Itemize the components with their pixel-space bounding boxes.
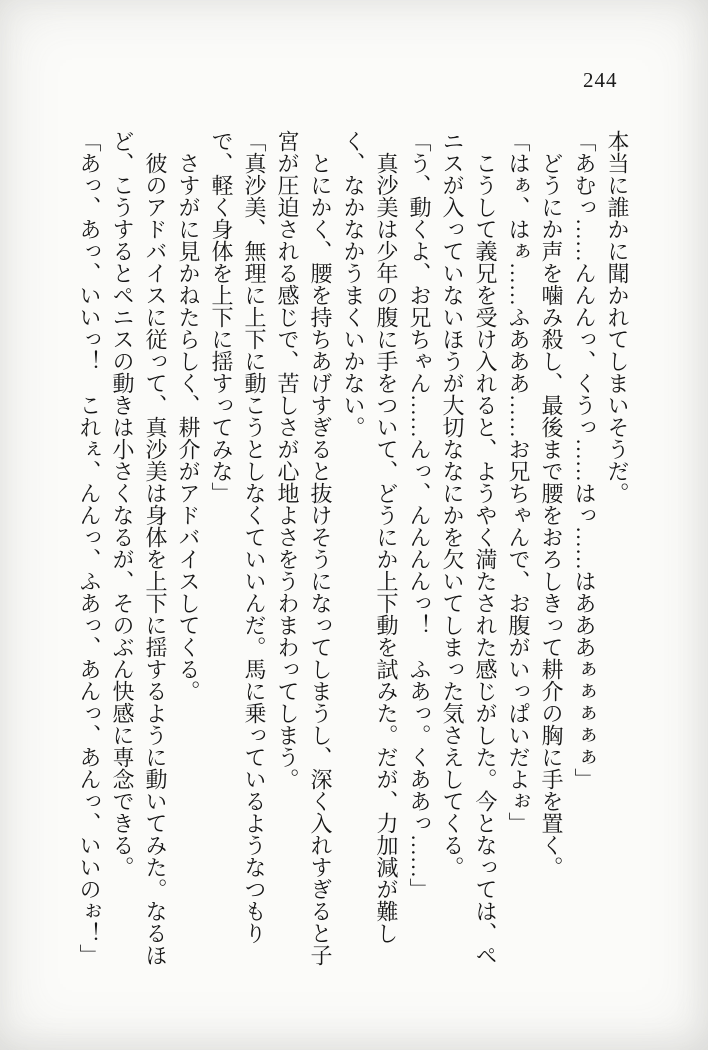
paragraph: 「あっ、あっ、いいっ！ これぇ、んんっ、ふあっ、あんっ、あんっ、いいのぉ！」 (77, 130, 102, 966)
paragraph: 彼のアドバイスに従って、真沙美は身体を上下に揺するように動いてみた。なるほど、こうするとペニスの動きは小さくなるが、そのぶん快感に専念できる。 (110, 130, 168, 966)
paragraph: こうして義兄を受け入れると、ようやく満たされた感じがした。今となっては、ペニスが入っていないほうが大切ななにかを欠いてしまった気さえしてくる。 (440, 130, 498, 966)
paragraph: 「あむっ……んんんっ、くうっ……はっ……はあああぁぁぁぁぁ」 (572, 130, 597, 790)
paragraph: 「はぁ、はぁ……ふあああ……お兄ちゃんで、お腹がいっぱいだよぉ」 (506, 130, 531, 834)
paragraph: どうにか声を噛み殺し、最後まで腰をおろしきって耕介の胸に手を置く。 (539, 130, 564, 878)
paragraph: 「真沙美、無理に上下に動こうとしなくていいんだ。馬に乗っているようなつもりで、軽く身体を上下に揺すってみな」 (209, 130, 267, 944)
vertical-text-block (72, 130, 634, 970)
page-number: 244 (583, 68, 618, 92)
paragraph: とにかく、腰を持ちあげすぎると抜けそうになってしまうし、深く入れすぎると子宮が圧迫される感じで、苦しさが心地よさをうわまわってしまう。 (275, 130, 333, 966)
paragraph: 本当に誰かに聞かれてしまいそうだ。 (605, 130, 630, 504)
paragraph: 真沙美は少年の腹に手をついて、どうにか上下動を試みた。だが、力加減が難しく、なかなかうまくいかない。 (341, 130, 399, 944)
paragraph: 「う、動くよ、お兄ちゃん……んっ、んんんんっ！ ふあっ。くああっ……」 (407, 130, 432, 900)
paragraph: さすがに見かねたらしく、耕介がアドバイスしてくる。 (176, 130, 201, 702)
